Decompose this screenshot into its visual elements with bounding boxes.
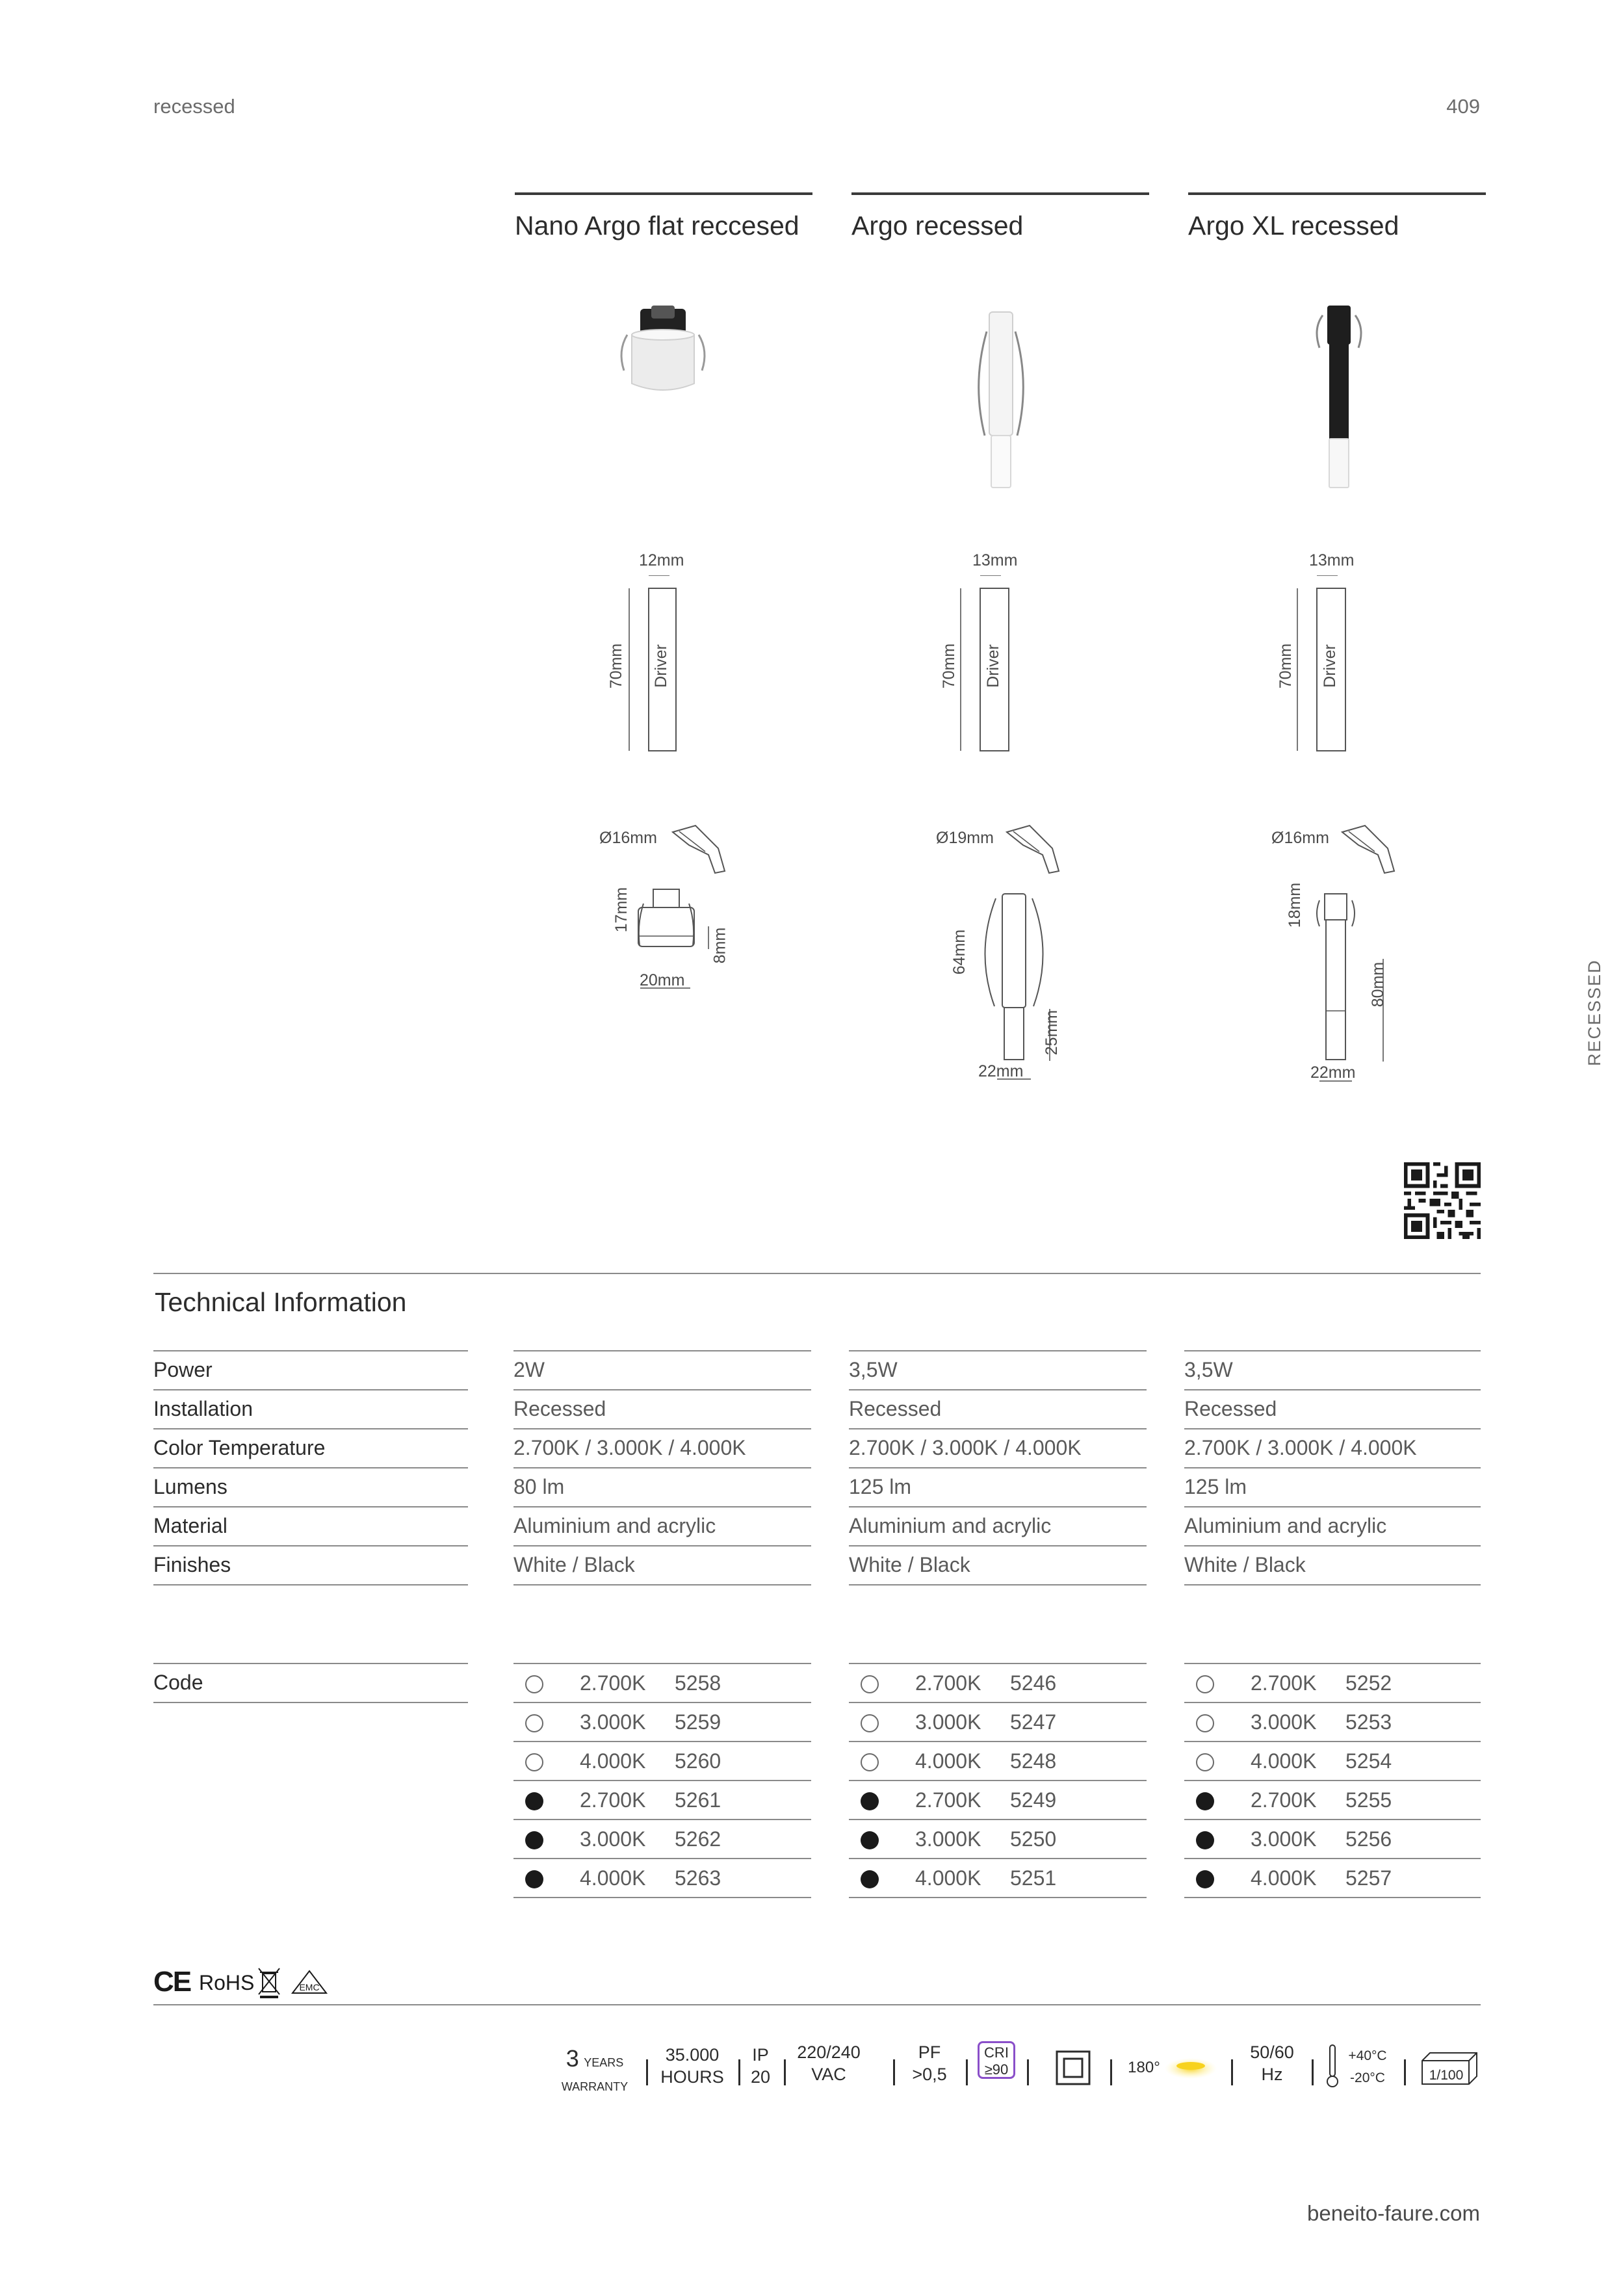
code-temp: 3.000K: [1251, 1827, 1317, 1851]
code-temp: 3.000K: [915, 1827, 981, 1851]
code-row: [513, 1702, 811, 1741]
spec-value: 3,5W: [849, 1350, 1147, 1389]
spec-value: Aluminium and acrylic: [849, 1506, 1147, 1545]
thermometer-icon: [1325, 2044, 1340, 2089]
driver-width-label: 12mm: [639, 551, 684, 569]
height-label: 17mm: [612, 887, 631, 933]
driver-width-label: 13mm: [1309, 551, 1355, 569]
code-number: 5248: [1010, 1749, 1057, 1773]
product-title: Argo XL recessed: [1188, 211, 1399, 241]
code-number: 5253: [1345, 1710, 1392, 1734]
spec-value: Aluminium and acrylic: [1184, 1506, 1481, 1545]
code-number: 5247: [1010, 1710, 1057, 1734]
code-number: 5259: [675, 1710, 721, 1734]
code-number: 5254: [1345, 1749, 1392, 1773]
spec-value: White / Black: [849, 1545, 1147, 1585]
white-finish-icon: [861, 1714, 879, 1732]
code-temp: 3.000K: [915, 1710, 981, 1734]
lifetime-hours: 35.000 HOURS: [660, 2045, 724, 2087]
black-finish-icon: [525, 1870, 543, 1888]
code-row: [1184, 1858, 1481, 1898]
spec-label-finishes: Finishes: [153, 1545, 468, 1585]
code-row: [513, 1858, 811, 1898]
spec-value: 125 lm: [1184, 1467, 1481, 1506]
driver-height-label: 70mm: [940, 643, 959, 689]
page-number: 409: [1446, 95, 1480, 118]
code-number: 5255: [1345, 1788, 1392, 1812]
code-number: 5263: [675, 1866, 721, 1890]
spec-value: Aluminium and acrylic: [513, 1506, 811, 1545]
code-row: [1184, 1702, 1481, 1741]
code-row: [513, 1663, 811, 1702]
driver-height-label: 70mm: [1277, 643, 1295, 689]
ce-mark-icon: CE: [153, 1966, 191, 1998]
class-ii-insulation-icon: [1056, 2050, 1092, 2087]
weee-bin-icon: [256, 1966, 282, 1998]
product-column-1: [515, 192, 812, 241]
spec-label-lumens: Lumens: [153, 1467, 468, 1506]
white-finish-icon: [861, 1753, 879, 1771]
rohs-label: RoHS: [199, 1971, 255, 1994]
cutout-diameter-label: Ø16mm: [599, 829, 657, 847]
product-title: Nano Argo flat reccesed: [515, 211, 799, 241]
code-row: [1184, 1663, 1481, 1702]
spec-label-color-temperature: Color Temperature: [153, 1428, 468, 1467]
white-finish-icon: [525, 1753, 543, 1771]
spec-value: 2.700K / 3.000K / 4.000K: [513, 1428, 811, 1467]
package-quantity: 1/100: [1429, 2068, 1464, 2083]
code-number: 5261: [675, 1788, 721, 1812]
code-row: [849, 1819, 1147, 1858]
code-row: [849, 1663, 1147, 1702]
code-row: [513, 1819, 811, 1858]
spec-value: 2.700K / 3.000K / 4.000K: [1184, 1428, 1481, 1467]
height-label: 64mm: [950, 929, 969, 975]
white-finish-icon: [1196, 1753, 1214, 1771]
section-divider: [153, 1273, 1481, 1274]
driver-width-label: 13mm: [972, 551, 1018, 569]
spec-value: White / Black: [1184, 1545, 1481, 1585]
nano-argo-flat-photo: [604, 299, 721, 410]
code-row: [1184, 1780, 1481, 1819]
white-finish-icon: [1196, 1714, 1214, 1732]
product-column-3: [1188, 192, 1486, 241]
code-temp: 4.000K: [580, 1749, 646, 1773]
white-finish-icon: [861, 1675, 879, 1693]
height-label: 25mm: [1043, 1010, 1061, 1056]
technical-info-title: Technical Information: [155, 1287, 407, 1317]
code-temp: 2.700K: [1251, 1788, 1317, 1812]
code-row: [849, 1702, 1147, 1741]
code-number: 5262: [675, 1827, 721, 1851]
code-temp: 4.000K: [915, 1749, 981, 1773]
beam-angle-icon: [1163, 2055, 1218, 2081]
code-number: 5249: [1010, 1788, 1057, 1812]
code-row: [849, 1780, 1147, 1819]
cutout-diameter-label: Ø19mm: [936, 829, 994, 847]
code-row: [1184, 1741, 1481, 1780]
code-number: 5251: [1010, 1866, 1057, 1890]
header-section-label: recessed: [153, 95, 235, 118]
spec-value: 3,5W: [1184, 1350, 1481, 1389]
voltage-rating: 220/240 VAC: [797, 2042, 861, 2084]
code-temp: 2.700K: [915, 1788, 981, 1812]
feature-icons-strip: [559, 2041, 1482, 2106]
code-temp: 4.000K: [580, 1866, 646, 1890]
code-temp: 3.000K: [580, 1827, 646, 1851]
website-link[interactable]: beneito-faure.com: [1307, 2201, 1480, 2225]
product-title: Argo recessed: [851, 211, 1024, 241]
code-number: 5258: [675, 1671, 721, 1695]
base-width-label: 22mm: [978, 1062, 1024, 1080]
code-temp: 3.000K: [580, 1710, 646, 1734]
code-temp: 4.000K: [915, 1866, 981, 1890]
saw-icon: [1339, 822, 1397, 878]
code-temp: 2.700K: [580, 1671, 646, 1695]
driver-height-label: 70mm: [607, 643, 626, 689]
section-divider: [153, 2004, 1481, 2005]
spec-label-power: Power: [153, 1350, 468, 1389]
temperature-range: +40°C -20°C: [1348, 2048, 1387, 2085]
qr-code: [1404, 1162, 1481, 1239]
code-temp: 2.700K: [1251, 1671, 1317, 1695]
white-finish-icon: [525, 1675, 543, 1693]
code-number: 5256: [1345, 1827, 1392, 1851]
spec-value: 2.700K / 3.000K / 4.000K: [849, 1428, 1147, 1467]
cri-badge: CRI ≥90: [978, 2041, 1015, 2079]
height-label: 18mm: [1286, 882, 1305, 928]
code-row: [513, 1741, 811, 1780]
height-label: 80mm: [1369, 961, 1388, 1008]
saw-icon: [1004, 822, 1062, 878]
black-finish-icon: [1196, 1792, 1214, 1810]
frequency-rating: 50/60 Hz: [1250, 2042, 1294, 2084]
code-temp: 2.700K: [580, 1788, 646, 1812]
spec-value: 2W: [513, 1350, 811, 1389]
code-number: 5257: [1345, 1866, 1392, 1890]
code-row: [849, 1858, 1147, 1898]
spec-label-installation: Installation: [153, 1389, 468, 1428]
black-finish-icon: [1196, 1831, 1214, 1849]
code-number: 5252: [1345, 1671, 1392, 1695]
argo-photo: [955, 306, 1046, 494]
svg-text:EMC: EMC: [299, 1982, 320, 1992]
code-row: [849, 1741, 1147, 1780]
code-temp: 4.000K: [1251, 1749, 1317, 1773]
spec-value: White / Black: [513, 1545, 811, 1585]
power-factor: PF >0,5: [912, 2042, 947, 2084]
spec-value: 125 lm: [849, 1467, 1147, 1506]
warranty-badge: 3 YEARS WARRANTY: [561, 2045, 629, 2093]
ip-rating: IP 20: [750, 2045, 771, 2087]
cutout-diameter-label: Ø16mm: [1271, 829, 1329, 847]
code-row: [1184, 1819, 1481, 1858]
beam-angle-label: 180°: [1128, 2059, 1160, 2076]
spec-value: Recessed: [849, 1389, 1147, 1428]
code-label: Code: [153, 1663, 468, 1703]
driver-label: Driver: [1320, 644, 1339, 688]
code-number: 5246: [1010, 1671, 1057, 1695]
code-row: [513, 1780, 811, 1819]
black-finish-icon: [861, 1792, 879, 1810]
spec-value: Recessed: [1184, 1389, 1481, 1428]
code-number: 5250: [1010, 1827, 1057, 1851]
spec-value: Recessed: [513, 1389, 811, 1428]
black-finish-icon: [525, 1831, 543, 1849]
spec-value: 80 lm: [513, 1467, 811, 1506]
white-finish-icon: [525, 1714, 543, 1732]
code-number: 5260: [675, 1749, 721, 1773]
height-label: 8mm: [710, 927, 729, 964]
argo-xl-photo: [1293, 302, 1384, 491]
code-temp: 2.700K: [915, 1671, 981, 1695]
base-width-label: 20mm: [640, 971, 685, 989]
saw-icon: [669, 822, 728, 878]
driver-label: Driver: [983, 644, 1002, 688]
black-finish-icon: [525, 1792, 543, 1810]
base-width-label: 22mm: [1310, 1063, 1356, 1082]
black-finish-icon: [861, 1870, 879, 1888]
spec-label-material: Material: [153, 1506, 468, 1545]
black-finish-icon: [1196, 1870, 1214, 1888]
code-temp: 4.000K: [1251, 1866, 1317, 1890]
side-section-tab: RECESSED: [1585, 959, 1604, 1066]
driver-label: Driver: [651, 644, 670, 688]
code-temp: 3.000K: [1251, 1710, 1317, 1734]
black-finish-icon: [861, 1831, 879, 1849]
white-finish-icon: [1196, 1675, 1214, 1693]
emc-mark-icon: [290, 1968, 329, 1997]
product-column-2: [851, 192, 1149, 241]
